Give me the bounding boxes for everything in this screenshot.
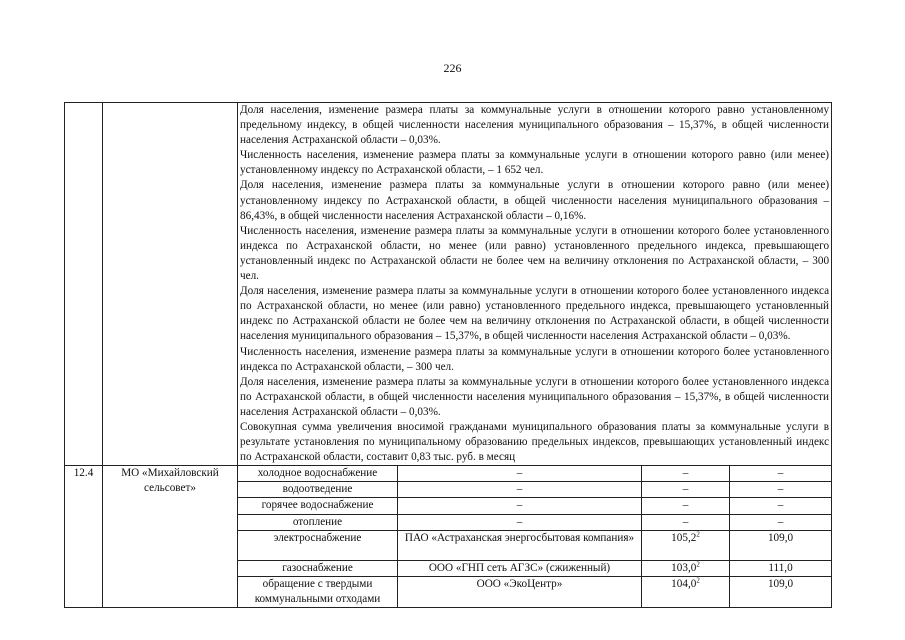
service-name: водоотведение (238, 482, 398, 498)
index-value (642, 560, 730, 576)
index-value (642, 466, 730, 482)
number-cell-empty (65, 103, 103, 466)
provider-name: – (398, 514, 642, 530)
limit-index-value: 109,0 (730, 530, 832, 560)
paragraph: Численность населения, изменение размера платы за коммунальные услуги в отношении которого равно (или менее) установленному индексу по Астраханской области, – 1 652 чел. (240, 149, 830, 177)
service-name: обращение с твердыми коммунальными отходами (238, 576, 398, 607)
footnote-mark: 2 (696, 559, 700, 568)
index-value-text: – (682, 499, 689, 512)
table-row (65, 466, 832, 482)
index-value-text: 105,2 (671, 531, 697, 544)
provider-name: ООО «ГНП сеть АГЗС» (сжиженный) (398, 560, 642, 576)
service-name: газоснабжение (238, 560, 398, 576)
index-value (642, 514, 730, 530)
continuation-row (65, 103, 832, 466)
limit-index-value: 109,0 (730, 576, 832, 607)
tariff-table (64, 102, 832, 608)
page-number: 226 (443, 61, 462, 75)
index-value (642, 498, 730, 514)
service-name: горячее водоснабжение (238, 498, 398, 514)
service-name: холодное водоснабжение (238, 466, 398, 482)
index-value (642, 530, 730, 560)
index-value-text: – (682, 515, 689, 528)
paragraph: Численность населения, изменение размера платы за коммунальные услуги в отношении которого более установленного индекса по Астраханской области, но менее (или равно) установленного предельного индекса, превышающего установленный индекс по Астраханской области не более чем на величину отклонения по Астраханской области, – 300 чел. (240, 224, 830, 283)
index-value-text: 103,0 (671, 561, 697, 574)
limit-index-value: 111,0 (730, 560, 832, 576)
index-value (642, 576, 730, 607)
provider-name: – (398, 482, 642, 498)
paragraph: Доля населения, изменение размера платы за коммунальные услуги в отношении которого равно установленному предельному индексу, в общей численности населения муниципального образования – 15,37%, в общей численности населения Астраханской области – 0,03%. (240, 104, 830, 147)
index-value-text: 104,0 (671, 577, 697, 590)
limit-index-value: – (730, 498, 832, 514)
paragraph: Доля населения, изменение размера платы за коммунальные услуги в отношении которого равно (или менее) установленному индексу по Астраханской области, в общей численности населения муниципального образования – 86,43%, в общей численности населения Астраханской области – 0,16%. (240, 179, 830, 222)
paragraph: Доля населения, изменение размера платы за коммунальные услуги в отношении которого более установленного индекса по Астраханской области, в общей численности населения муниципального образования – 15,37%, в общей численности населения Астраханской области – 0,03%. (240, 375, 830, 418)
provider-name: ПАО «Астраханская энергосбытовая компания» (398, 530, 642, 560)
index-value-text: – (682, 483, 689, 496)
index-value-text: – (682, 467, 689, 480)
paragraph: Совокупная сумма увеличения вносимой гражданами муниципального образования платы за коммунальные услуги в результате установления по муниципальному образованию предельных индексов, превышающих установленный индекс по Астраханской области, составит 0,83 тыс. руб. в месяц (240, 420, 830, 464)
municipality-name: МО «Михайловский сельсовет» (103, 466, 238, 608)
index-value (642, 482, 730, 498)
provider-name: – (398, 466, 642, 482)
paragraph: Численность населения, изменение размера платы за коммунальные услуги в отношении которого более установленного индекса по Астраханской области, – 300 чел. (240, 345, 830, 373)
limit-index-value: – (730, 466, 832, 482)
service-name: электроснабжение (238, 530, 398, 560)
footnote-mark: 2 (696, 575, 700, 584)
provider-name: – (398, 498, 642, 514)
municipality-cell-empty (103, 103, 238, 466)
limit-index-value: – (730, 482, 832, 498)
service-name: отопление (238, 514, 398, 530)
entry-number: 12.4 (65, 466, 103, 608)
provider-name: ООО «ЭкоЦентр» (398, 576, 642, 607)
paragraph: Доля населения, изменение размера платы за коммунальные услуги в отношении которого более установленного индекса по Астраханской области, но менее (или равно) установленного предельного индекса, превышающего установленный индекс по Астраханской области не более чем на величину отклонения по Астраханской области, в общей численности населения муниципального образования – 15,37%, в общей численности населения Астраханской области – 0,03%. (240, 285, 830, 343)
footnote-mark: 2 (696, 529, 700, 538)
limit-index-value: – (730, 514, 832, 530)
population-text-cell (238, 103, 832, 466)
